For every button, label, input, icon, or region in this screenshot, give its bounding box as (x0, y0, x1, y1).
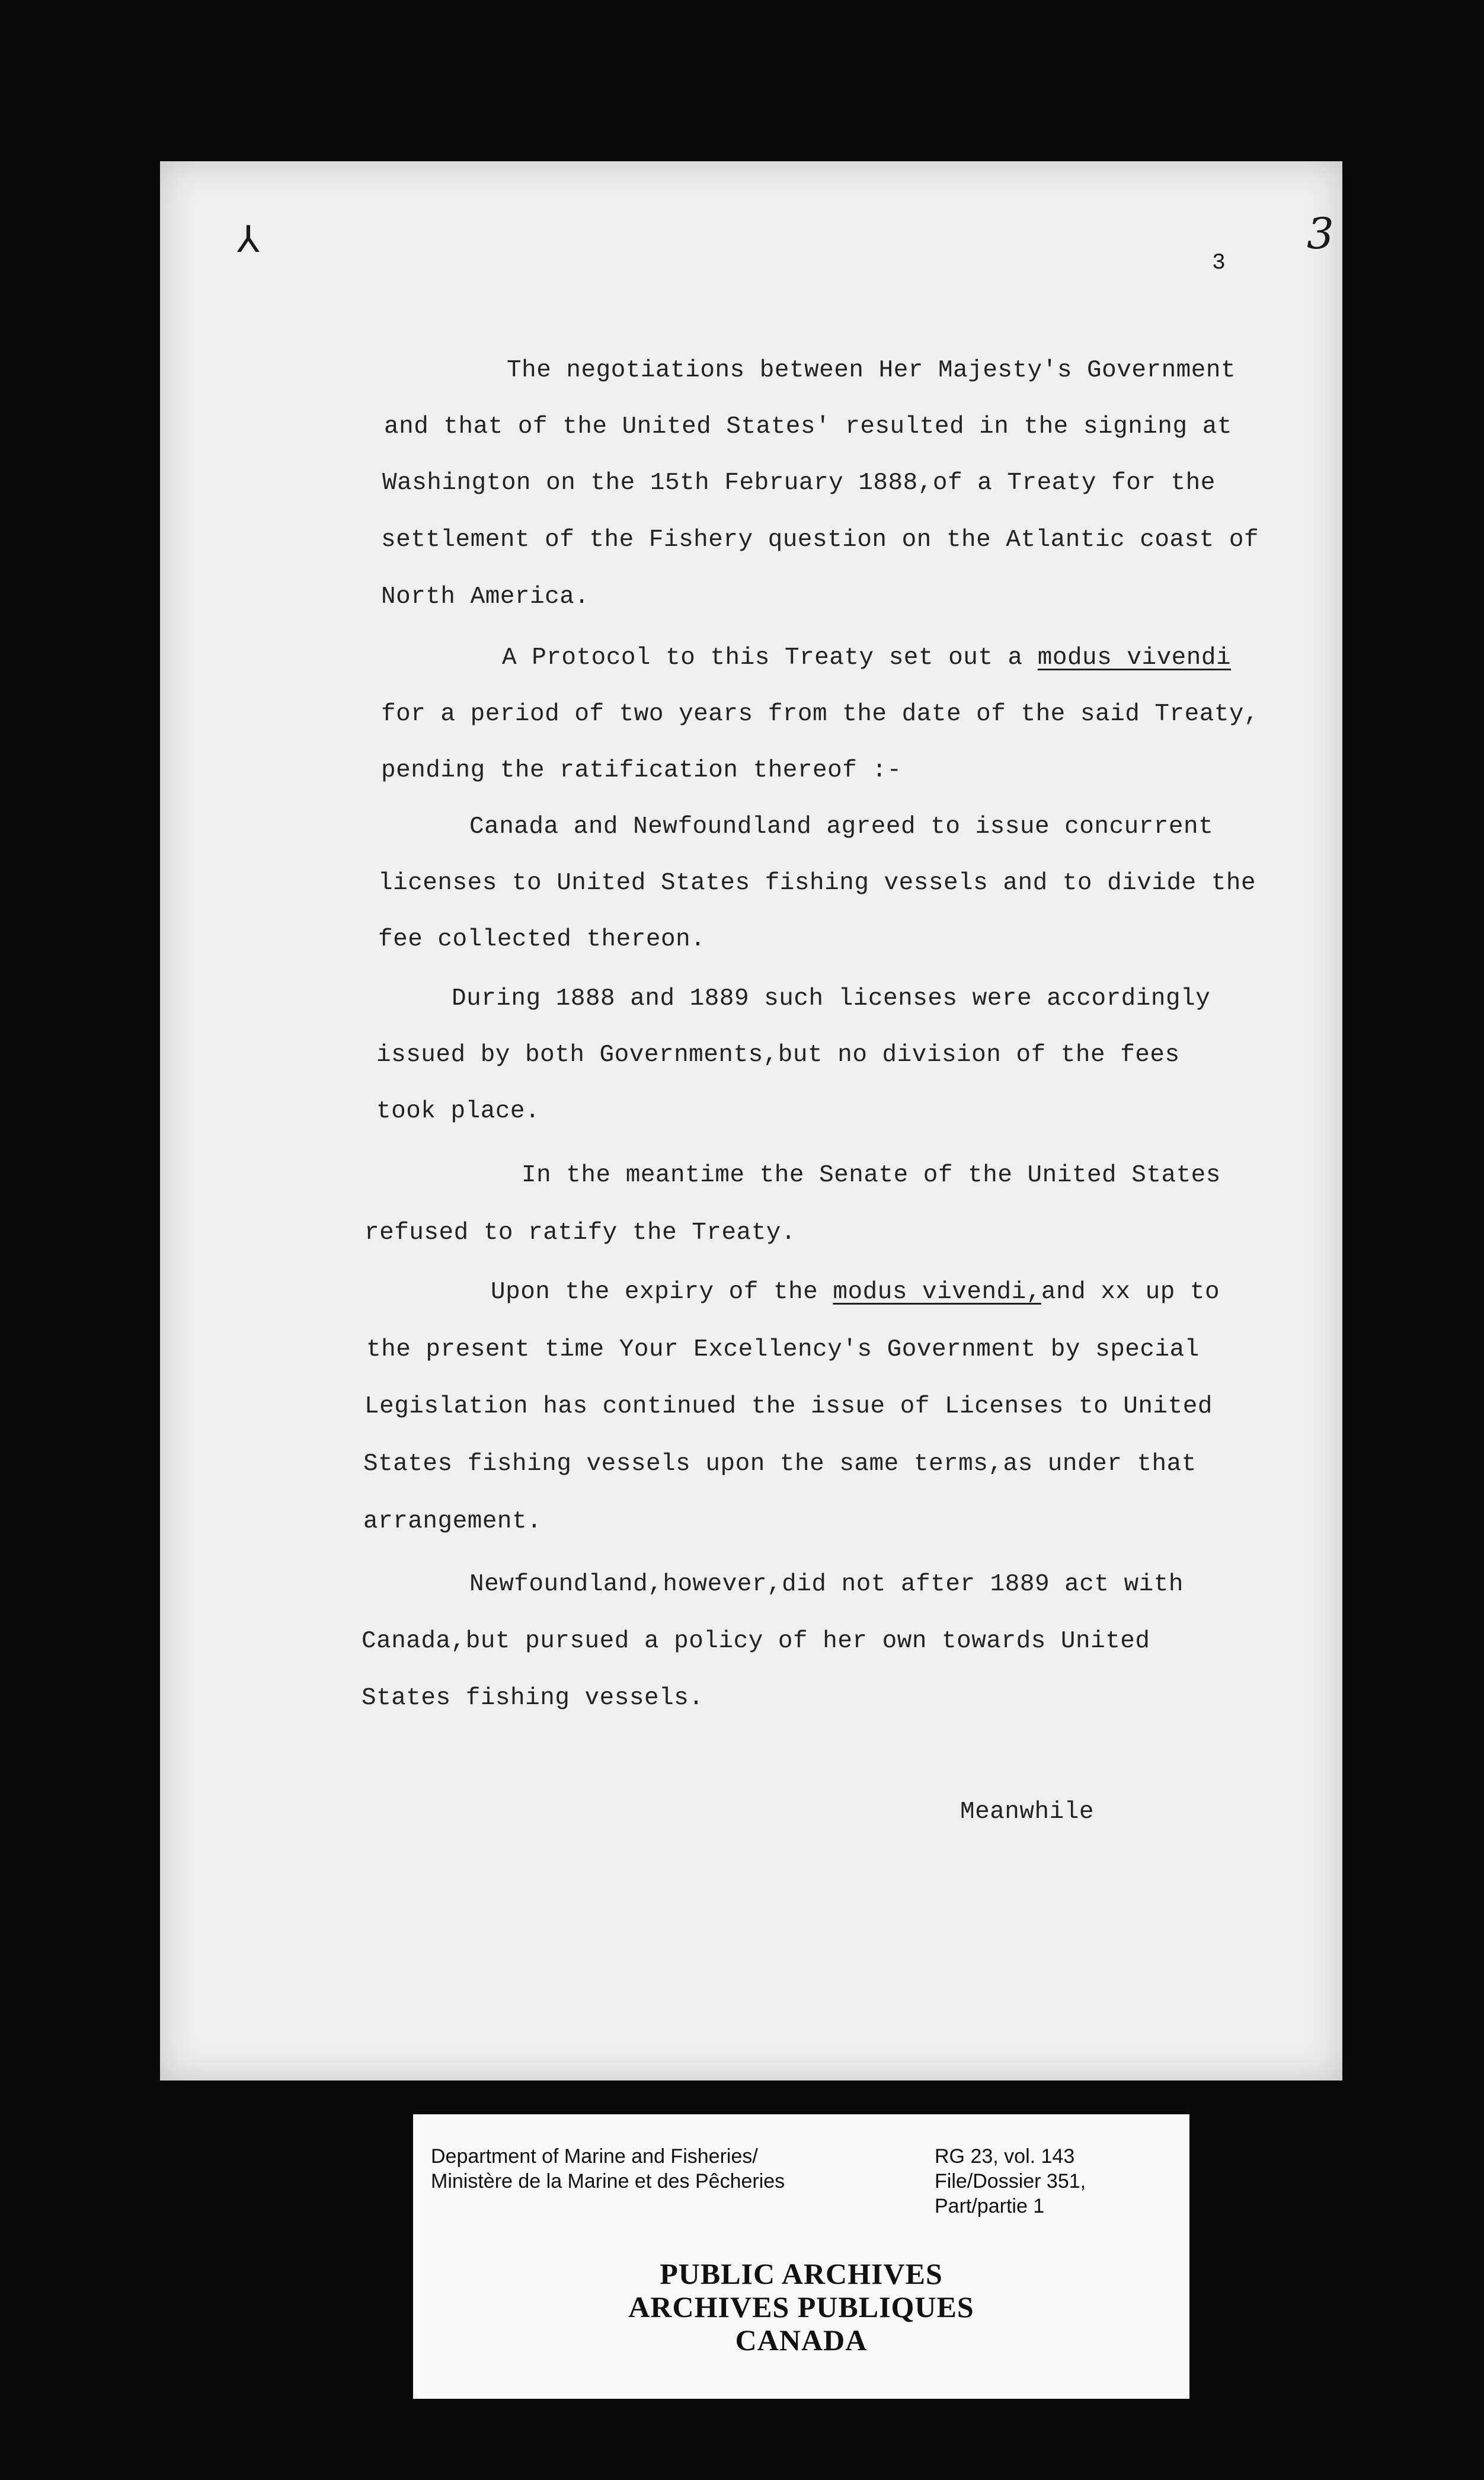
text-line: settlement of the Fishery question on the Atlantic coast of (381, 526, 1259, 554)
underlined-term: modus vivendi (1037, 644, 1232, 672)
catchword: Meanwhile (960, 1798, 1094, 1826)
underlined-term: modus vivendi, (833, 1279, 1041, 1306)
text-line (491, 1279, 1220, 1306)
text-line: States fishing vessels. (362, 1685, 704, 1712)
archives-label (413, 2114, 1189, 2399)
department-en: Department of Marine and Fisheries/ (431, 2145, 758, 2168)
text-line (502, 644, 1231, 672)
text-line: took place. (376, 1098, 540, 1125)
reference-volume: RG 23, vol. 143 (935, 2145, 1075, 2168)
text-line: pending the ratification thereof :- (381, 757, 902, 784)
text-line: licenses to United States fishing vessels and to divide the (378, 870, 1256, 897)
reference-file: File/Dossier 351, (935, 2170, 1086, 2193)
text-line: Canada,but pursued a policy of her own towards United (362, 1628, 1150, 1655)
text-line: arrangement. (363, 1508, 542, 1535)
text-line: the present time Your Excellency's Government by special (366, 1336, 1200, 1363)
text-line: States fishing vessels upon the same terms,as under that (363, 1450, 1197, 1478)
text-segment: A Protocol to this Treaty set out a (502, 644, 1038, 672)
handwritten-page-number: 3 (1307, 209, 1334, 258)
canada-heading: CANADA (735, 2324, 868, 2357)
text-line: issued by both Governments,but no division of the fees (376, 1041, 1180, 1069)
public-archives-heading: PUBLIC ARCHIVES (660, 2257, 943, 2290)
text-segment: and xx up to (1041, 1279, 1220, 1306)
text-line: Canada and Newfoundland agreed to issue concurrent (469, 813, 1214, 840)
corner-mark: ⅄ (237, 221, 260, 263)
text-line: Legislation has continued the issue of Licenses to United (364, 1393, 1213, 1420)
text-line: During 1888 and 1889 such licenses were accordingly (452, 985, 1211, 1012)
text-line: for a period of two years from the date of the said Treaty, (381, 701, 1259, 728)
text-line: The negotiations between Her Majesty's Government (507, 357, 1236, 384)
text-line: Washington on the 15th February 1888,of a Treaty for the (382, 469, 1216, 497)
text-line: fee collected thereon. (378, 926, 706, 953)
document-page (160, 161, 1342, 2080)
text-segment: Upon the expiry of the (491, 1279, 833, 1306)
typed-page-number: 3 (1212, 250, 1226, 276)
text-line: Newfoundland,however,did not after 1889 act with (469, 1571, 1184, 1598)
reference-part: Part/partie 1 (935, 2195, 1045, 2217)
text-line: and that of the United States' resulted in the signing at (384, 413, 1232, 440)
text-line: North America. (381, 583, 590, 611)
archives-publiques-heading: ARCHIVES PUBLIQUES (628, 2290, 974, 2324)
department-fr: Ministère de la Marine et des Pêcheries (431, 2170, 785, 2193)
text-line: In the meantime the Senate of the United States (522, 1162, 1221, 1189)
text-line: refused to ratify the Treaty. (364, 1219, 797, 1247)
